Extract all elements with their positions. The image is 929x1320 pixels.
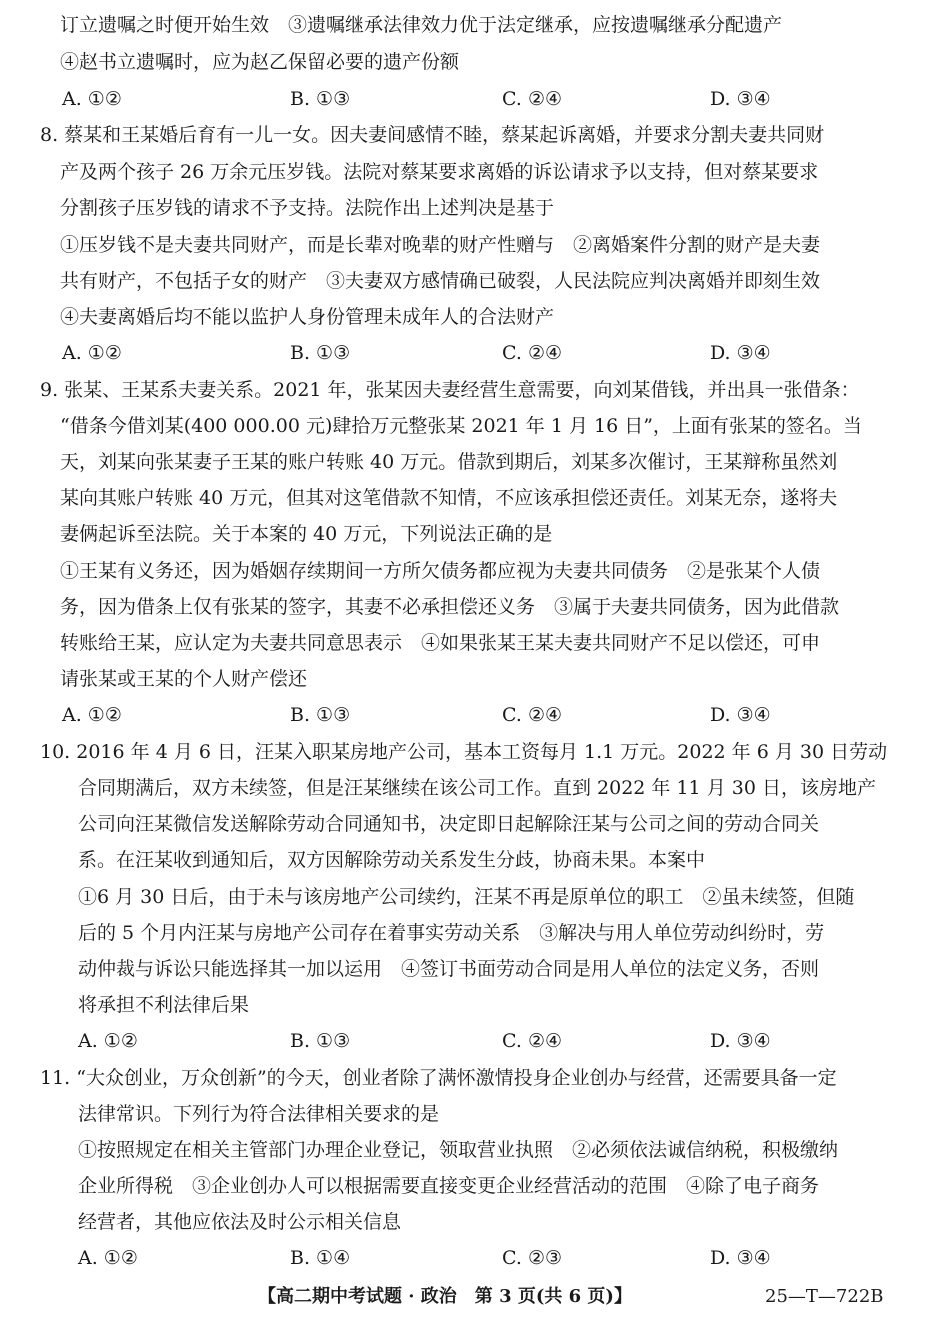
question-10-stem: 10. 2016 年 4 月 6 日，汪某入职某房地产公司，基本工资每月 1.1 万元。2022 年 6 月 30 日劳动	[40, 741, 888, 763]
choice-d[interactable]: D. ③④	[710, 704, 771, 726]
question-9-option-line: 转账给王某，应认定为夫妻共同意思表示 ④如果张某王某夫妻共同财产不足以偿还，可申	[60, 632, 821, 654]
choice-a[interactable]: A. ①②	[78, 1247, 138, 1269]
question-11-line: 法律常识。下列行为符合法律相关要求的是	[78, 1103, 440, 1125]
question-11-stem: 11. “大众创业，万众创新”的今天，创业者除了满怀激情投身企业创办与经营，还需要具备一定	[40, 1067, 837, 1089]
question-10-line: 系。在汪某收到通知后，双方因解除劳动关系发生分歧，协商未果。本案中	[78, 849, 706, 871]
choice-a[interactable]: A. ①②	[62, 704, 122, 726]
question-9-option-line: 请张某或王某的个人财产偿还	[60, 668, 308, 690]
choice-d[interactable]: D. ③④	[710, 1247, 771, 1269]
question-9-line: 妻俩起诉至法院。关于本案的 40 万元，下列说法正确的是	[60, 523, 553, 545]
question-9-line: 天，刘某向张某妻子王某的账户转账 40 万元。借款到期后，刘某多次催讨，王某辩称虽然刘	[60, 451, 838, 473]
choice-d[interactable]: D. ③④	[710, 88, 771, 110]
question-9-option-line: 务，因为借条上仅有张某的签字，其妻不必承担偿还义务 ③属于夫妻共同债务，因为此借款	[60, 596, 840, 618]
choice-b[interactable]: B. ①③	[290, 88, 351, 110]
choice-b[interactable]: B. ①③	[290, 704, 351, 726]
question-9-line: 某向其账户转账 40 万元，但其对这笔借款不知情，不应该承担偿还责任。刘某无奈，遂将夫	[60, 487, 838, 509]
question-8-option-line: ①压岁钱不是夫妻共同财产，而是长辈对晚辈的财产性赠与 ②离婚案件分割的财产是夫妻	[60, 234, 821, 256]
question-9-option-line: ①王某有义务还，因为婚姻存续期间一方所欠债务都应视为夫妻共同债务 ②是张某个人债	[60, 560, 821, 582]
question-10-line: 公司向汪某微信发送解除劳动合同通知书，决定即日起解除汪某与公司之间的劳动合同关	[78, 813, 820, 835]
question-8-option-line: ④夫妻离婚后均不能以监护人身份管理未成年人的合法财产	[60, 306, 555, 328]
question-11-option-line: ①按照规定在相关主管部门办理企业登记，领取营业执照 ②必须依法诚信纳税，积极缴纳	[78, 1139, 839, 1161]
question-11-option-line: 企业所得税 ③企业创办人可以根据需要直接变更企业经营活动的范围 ④除了电子商务	[78, 1175, 820, 1197]
question-11-option-line: 经营者，其他应依法及时公示相关信息	[78, 1211, 402, 1233]
choice-c[interactable]: C. ②④	[502, 342, 563, 364]
question-7-line: 订立遗嘱之时便开始生效 ③遗嘱继承法律效力优于法定继承，应按遗嘱继承分配遗产	[60, 14, 783, 36]
choice-d[interactable]: D. ③④	[710, 342, 771, 364]
choice-b[interactable]: B. ①③	[290, 1030, 351, 1052]
question-8-option-line: 共有财产，不包括子女的财产 ③夫妻双方感情确已破裂，人民法院应判决离婚并即刻生效	[60, 270, 821, 292]
question-10-line: 合同期满后，双方未续签，但是汪某继续在该公司工作。直到 2022 年 11 月 30 日，该房地产	[78, 777, 876, 799]
choice-c[interactable]: C. ②④	[502, 704, 563, 726]
choice-a[interactable]: A. ①②	[62, 88, 122, 110]
question-8-line: 产及两个孩子 26 万余元压岁钱。法院对蔡某要求离婚的诉讼请求予以支持，但对蔡某要求	[60, 161, 819, 183]
question-10-option-line: ①6 月 30 日后，由于未与该房地产公司续约，汪某不再是原单位的职工 ②虽未续签，但随	[78, 886, 855, 908]
choice-c[interactable]: C. ②④	[502, 1030, 563, 1052]
question-10-option-line: 动仲裁与诉讼只能选择其一加以运用 ④签订书面劳动合同是用人单位的法定义务，否则	[78, 958, 820, 980]
question-10-option-line: 后的 5 个月内汪某与房地产公司存在着事实劳动关系 ③解决与用人单位劳动纠纷时，劳	[78, 922, 825, 944]
page-footer-title: 【高二期中考试题 · 政治 第 3 页(共 6 页)】	[258, 1286, 632, 1307]
choice-d[interactable]: D. ③④	[710, 1030, 771, 1052]
choice-b[interactable]: B. ①④	[290, 1247, 351, 1269]
choice-c[interactable]: C. ②③	[502, 1247, 563, 1269]
page-footer-code: 25—T—722B	[765, 1286, 884, 1307]
question-9-line: “借条今借刘某(400 000.00 元)肆拾万元整张某 2021 年 1 月 16 日”，上面有张某的签名。当	[60, 415, 862, 437]
choice-a[interactable]: A. ①②	[78, 1030, 138, 1052]
question-7-line: ④赵书立遗嘱时，应为赵乙保留必要的遗产份额	[60, 51, 460, 73]
question-10-option-line: 将承担不利法律后果	[78, 994, 250, 1016]
choice-c[interactable]: C. ②④	[502, 88, 563, 110]
question-9-stem: 9. 张某、王某系夫妻关系。2021 年，张某因夫妻经营生意需要，向刘某借钱，并出具一张借条：	[40, 379, 860, 401]
question-8-line: 分割孩子压岁钱的请求不予支持。法院作出上述判决是基于	[60, 197, 555, 219]
choice-a[interactable]: A. ①②	[62, 342, 122, 364]
question-8-stem: 8. 蔡某和王某婚后育有一儿一女。因夫妻间感情不睦，蔡某起诉离婚，并要求分割夫妻共同财	[40, 124, 825, 146]
choice-b[interactable]: B. ①③	[290, 342, 351, 364]
